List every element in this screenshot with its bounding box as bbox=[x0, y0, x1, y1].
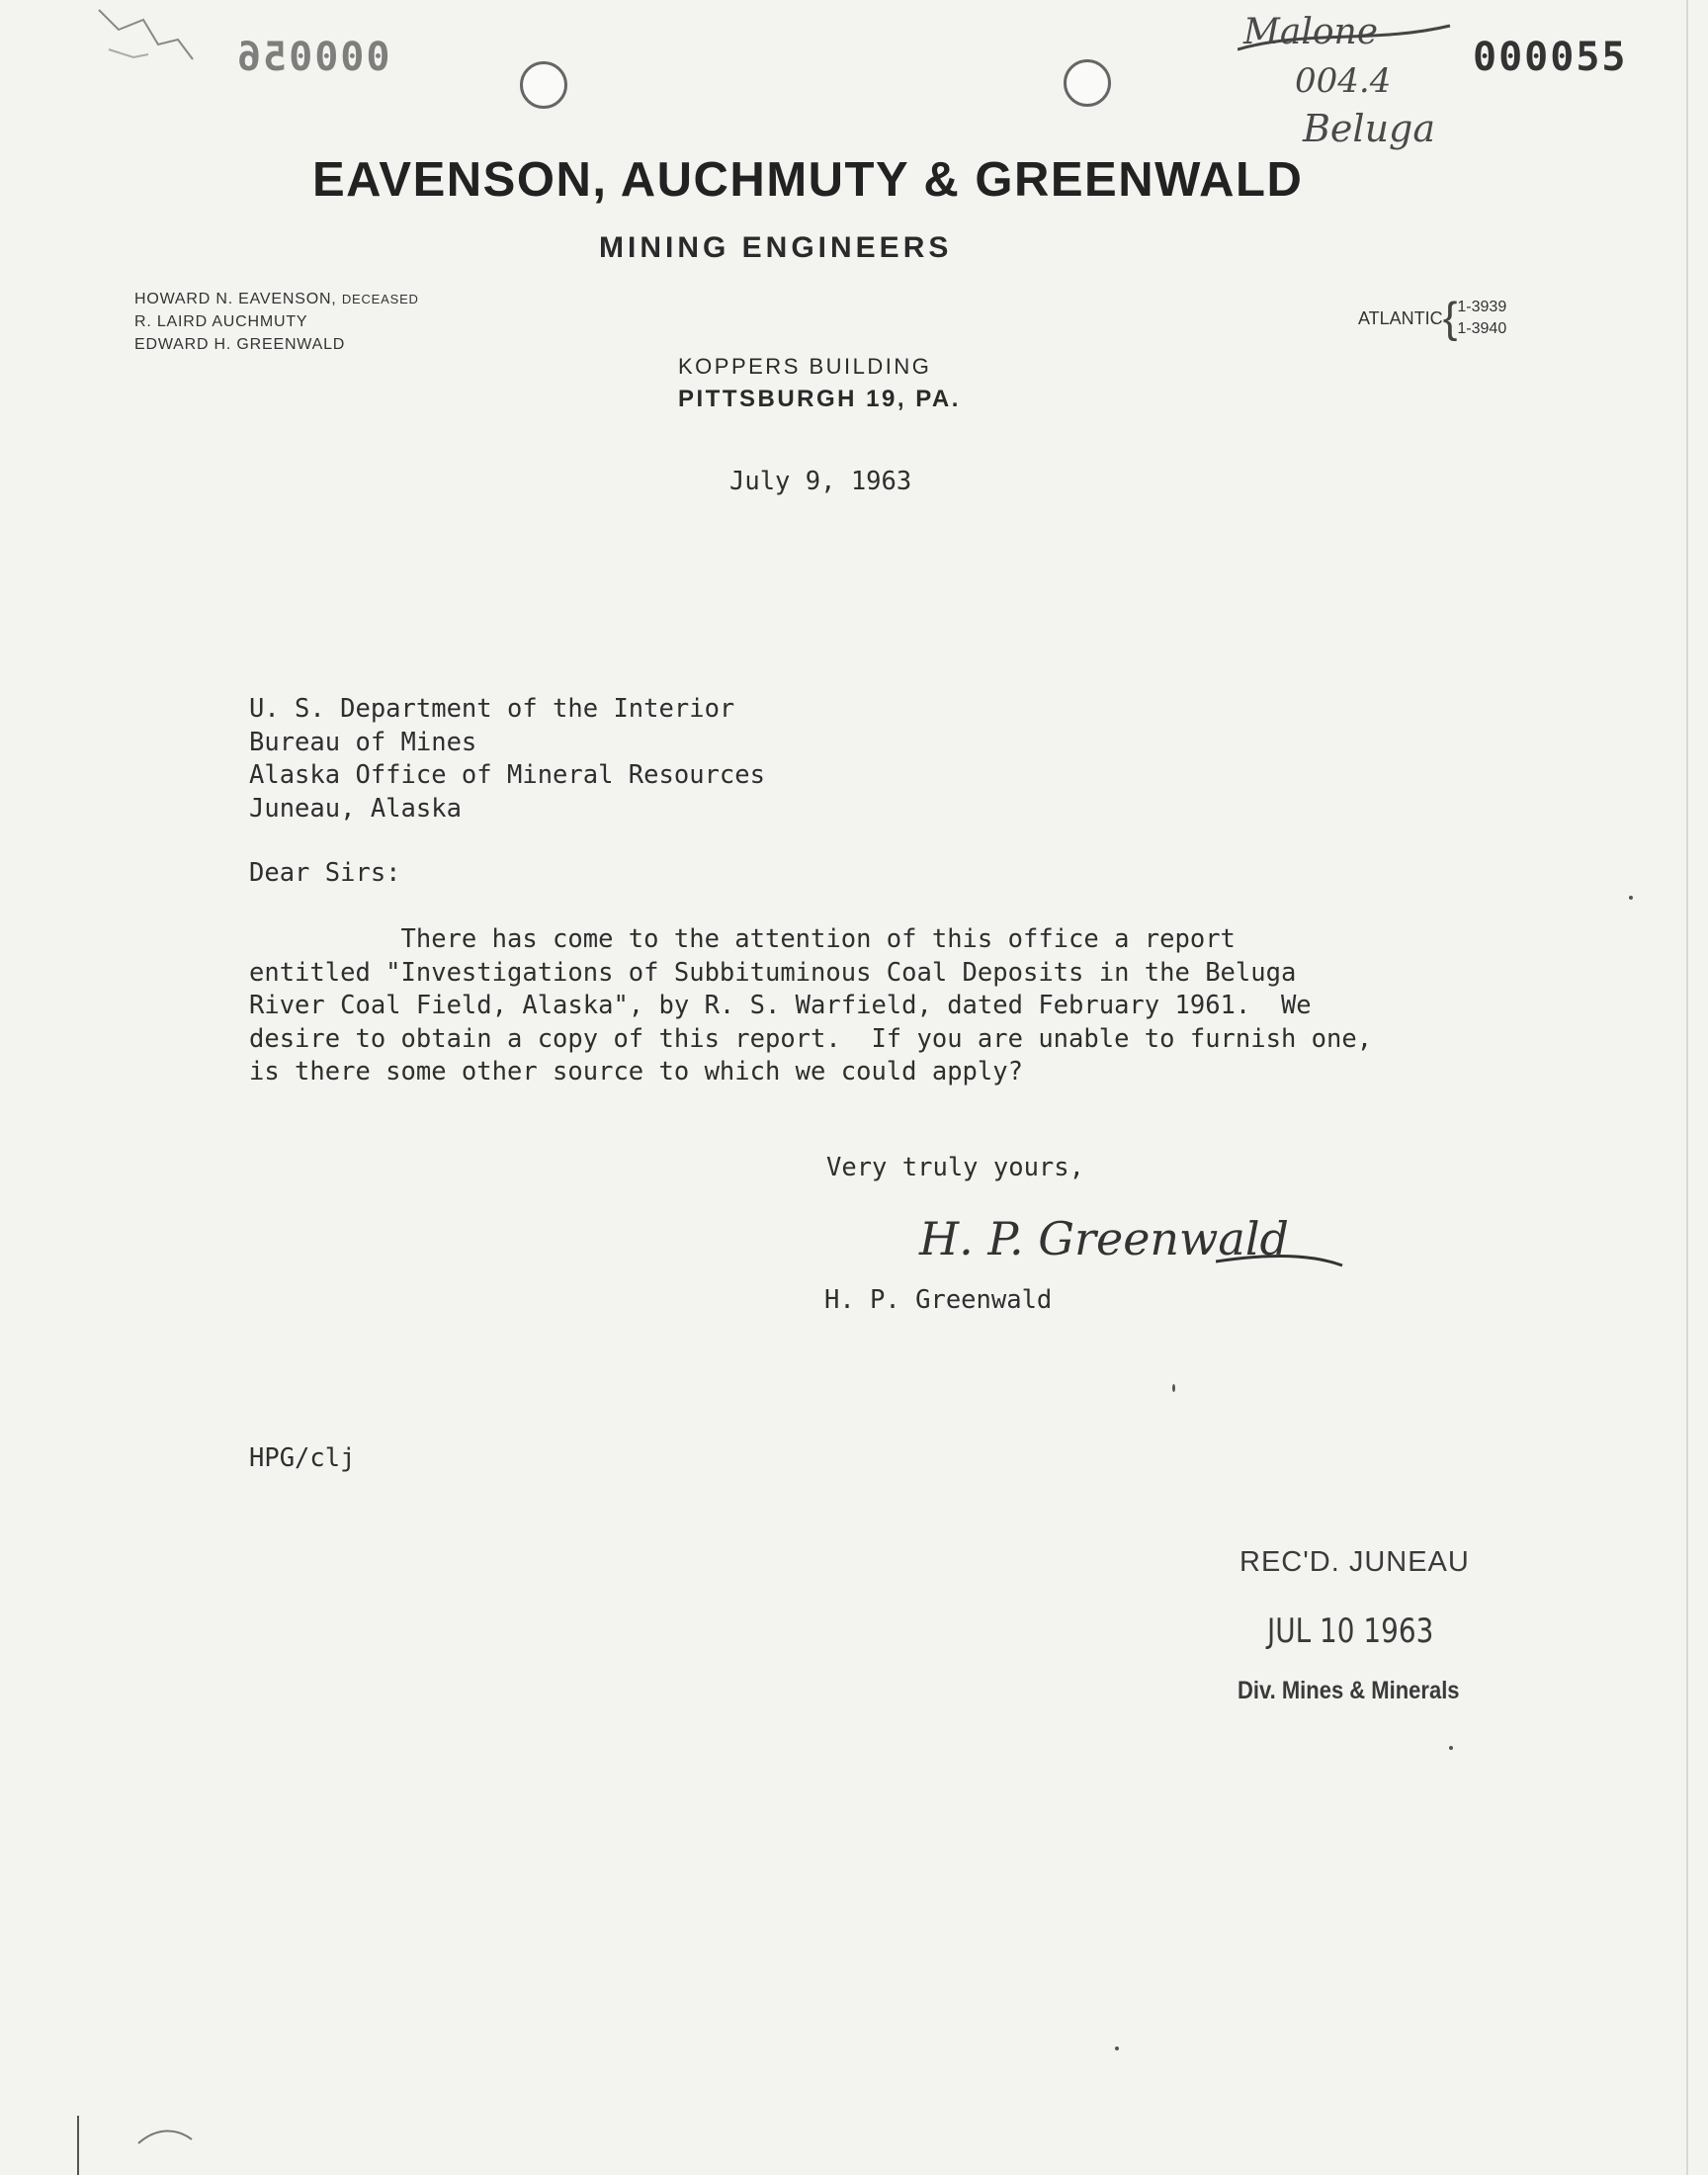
partner-line: R. LAIRD AUCHMUTY bbox=[134, 313, 308, 330]
punch-hole-left bbox=[520, 61, 567, 109]
partner-line: EDWARD H. GREENWALD bbox=[134, 336, 346, 353]
dust-speck bbox=[1172, 1384, 1175, 1392]
recipient-line: Bureau of Mines bbox=[249, 727, 477, 757]
recipient-line: Alaska Office of Mineral Resources bbox=[249, 760, 765, 790]
body-line: is there some other source to which we could apply? bbox=[249, 1057, 1023, 1087]
address-city: PITTSBURGH 19, PA. bbox=[678, 386, 961, 412]
received-stamp-office: REC'D. JUNEAU bbox=[1239, 1546, 1470, 1578]
mirrored-serial-number: 000056 bbox=[235, 35, 390, 80]
signature-flourish bbox=[1216, 1242, 1344, 1271]
partner-list bbox=[134, 291, 419, 359]
page-edge-right bbox=[1686, 0, 1688, 2175]
received-stamp-date: JUL 10 1963 bbox=[1267, 1611, 1434, 1651]
salutation: Dear Sirs: bbox=[249, 858, 401, 888]
handwritten-signature: H. P. Greenwald bbox=[919, 1212, 1289, 1265]
dust-speck bbox=[1115, 2046, 1119, 2050]
recipient-line: U. S. Department of the Interior bbox=[249, 694, 735, 724]
phone-exchange-label: ATLANTIC bbox=[1358, 307, 1443, 328]
phone-block bbox=[1358, 294, 1507, 342]
page-edge-mark bbox=[77, 2116, 79, 2175]
received-stamp-division: Div. Mines & Minerals bbox=[1238, 1677, 1460, 1704]
document-serial-number: 000055 bbox=[1473, 35, 1628, 80]
handwritten-file-code: 004.4 bbox=[1295, 61, 1392, 101]
firm-name: EAVENSON, AUCHMUTY & GREENWALD bbox=[312, 153, 1304, 207]
typist-initials: HPG/clj bbox=[249, 1443, 356, 1473]
body-line: There has come to the attention of this office a report bbox=[249, 924, 1236, 954]
closing: Very truly yours, bbox=[826, 1153, 1084, 1182]
phone-numbers bbox=[1457, 297, 1506, 340]
handwritten-topic: Beluga bbox=[1303, 107, 1436, 150]
torn-corner-mark bbox=[89, 0, 198, 69]
recipient-address bbox=[249, 694, 765, 826]
body-line: desire to obtain a copy of this report. If you are unable to furnish one, bbox=[249, 1023, 1373, 1054]
dust-speck bbox=[1629, 896, 1633, 900]
letter-date: July 9, 1963 bbox=[729, 467, 912, 496]
body-line: River Coal Field, Alaska", by R. S. Warfield, dated February 1961. We bbox=[249, 991, 1312, 1020]
recipient-line: Juneau, Alaska bbox=[249, 793, 462, 824]
phone-number: 1-3939 bbox=[1457, 299, 1507, 315]
partner-line: HOWARD N. EAVENSON, DECEASED bbox=[134, 291, 419, 307]
strike-through-line bbox=[1238, 20, 1455, 59]
body-line: entitled "Investigations of Subbituminous Coal Deposits in the Beluga bbox=[249, 957, 1297, 988]
firm-tagline: MINING ENGINEERS bbox=[599, 231, 953, 264]
address-building: KOPPERS BUILDING bbox=[678, 354, 932, 379]
struck-handwritten-name: Malone bbox=[1243, 12, 1378, 52]
page-curl-mark bbox=[136, 2124, 196, 2153]
phone-number: 1-3940 bbox=[1457, 320, 1507, 337]
brace-icon: { bbox=[1442, 294, 1458, 342]
signer-name: H. P. Greenwald bbox=[824, 1285, 1053, 1315]
dust-speck bbox=[1449, 1746, 1453, 1750]
letter-body bbox=[249, 923, 1372, 1089]
punch-hole-right bbox=[1064, 59, 1111, 107]
